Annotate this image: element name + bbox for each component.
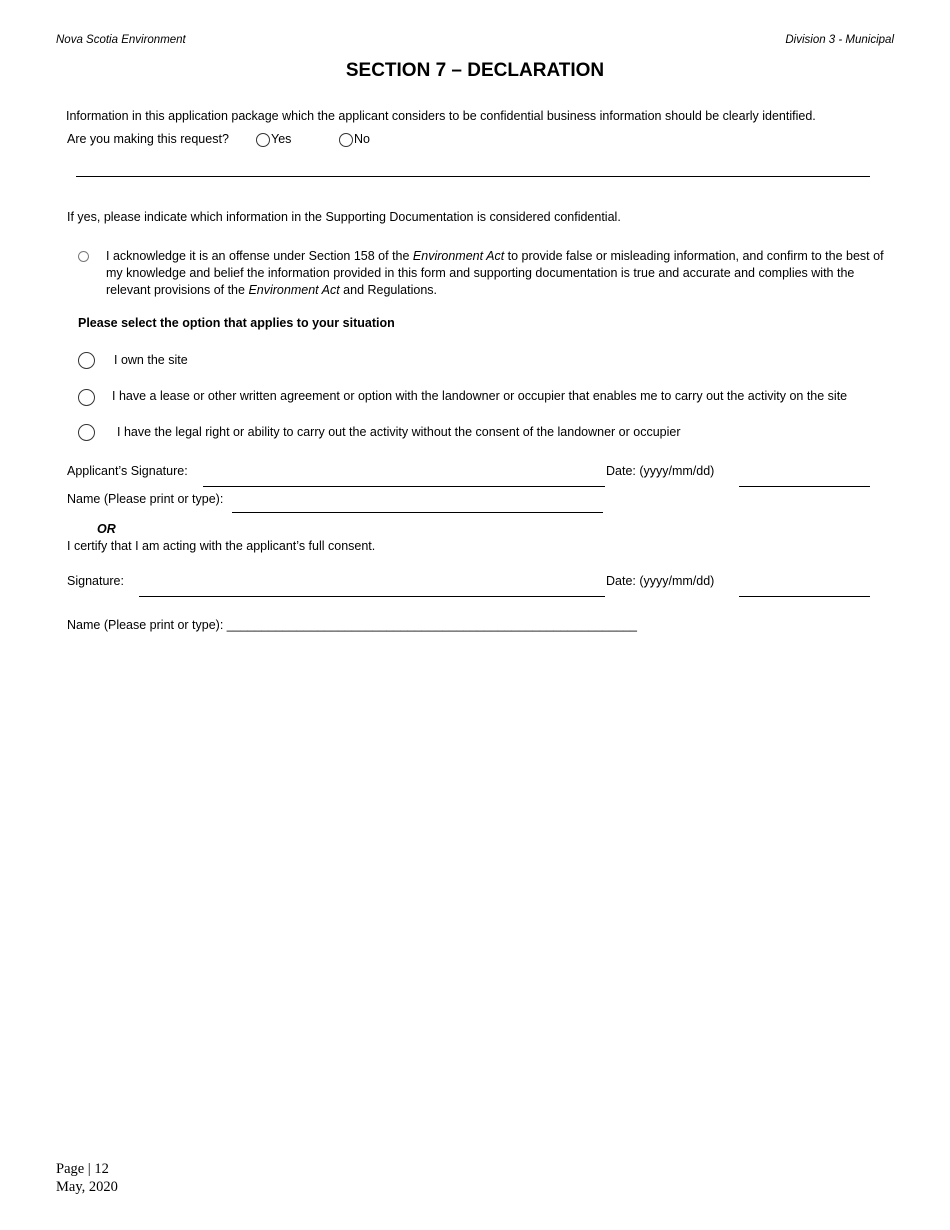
date-field-2[interactable]: [739, 596, 870, 597]
confidential-followup: If yes, please indicate which information in the Supporting Documentation is considered confidential.: [67, 210, 621, 224]
option-lease-radio[interactable]: [78, 389, 95, 406]
name-field-2[interactable]: Name (Please print or type): ___________________________________________________________: [67, 618, 637, 632]
confidential-yes-label: Yes: [271, 132, 292, 146]
acknowledge-act-name: Environment Act: [412, 249, 505, 263]
date-field-1[interactable]: [739, 486, 870, 487]
signature-field[interactable]: [139, 596, 605, 597]
confidential-yes-radio[interactable]: [256, 133, 270, 147]
confidential-no-label: No: [354, 132, 370, 146]
confidential-no-radio[interactable]: [339, 133, 353, 147]
confidential-intro: Information in this application package which the applicant considers to be confidential business information should be clearly identified.: [66, 109, 816, 123]
name-field-1[interactable]: [232, 512, 603, 513]
applicant-signature-label: Applicant’s Signature:: [67, 464, 188, 478]
page-title: SECTION 7 – DECLARATION: [345, 60, 605, 81]
header-organization: Nova Scotia Environment: [56, 34, 186, 46]
option-legal-right-radio[interactable]: [78, 424, 95, 441]
signature-label: Signature:: [67, 574, 124, 588]
name-label-1: Name (Please print or type):: [67, 492, 224, 506]
option-legal-right-label: I have the legal right or ability to carry out the activity without the consent of the landowner or occupier: [117, 425, 681, 439]
or-label: OR: [97, 522, 116, 536]
header-division: Division 3 - Municipal: [785, 34, 894, 46]
option-lease-label: I have a lease or other written agreement or option with the landowner or occupier that enables me to carry out the activity on the site: [112, 389, 848, 403]
date-label-2: Date: (yyyy/mm/dd): [606, 574, 715, 588]
certify-text: I certify that I am acting with the applicant’s full consent.: [67, 539, 376, 553]
confidential-details-line[interactable]: [76, 176, 870, 177]
acknowledge-act-name-2: Environment Act: [248, 283, 340, 297]
applicant-signature-field[interactable]: [203, 486, 605, 487]
confidential-question: Are you making this request?: [67, 132, 229, 146]
option-own-site-label: I own the site: [114, 353, 188, 367]
option-own-site-radio[interactable]: [78, 352, 95, 369]
situation-heading: Please select the option that applies to your situation: [78, 316, 395, 330]
page-number: Page | 12: [56, 1161, 109, 1177]
acknowledge-text: I acknowledge it is an offense under Section 158 of the Environment Act to provide false or misleading information, and confirm to the best of my knowledge and belief the information provided in this form and supporting documentation is true and accurate and complies with the relevant provisions of the Environment Act and Regulations.: [106, 249, 884, 297]
acknowledge-radio[interactable]: [78, 251, 89, 262]
footer-date: May, 2020: [56, 1179, 118, 1195]
date-label-1: Date: (yyyy/mm/dd): [606, 464, 715, 478]
